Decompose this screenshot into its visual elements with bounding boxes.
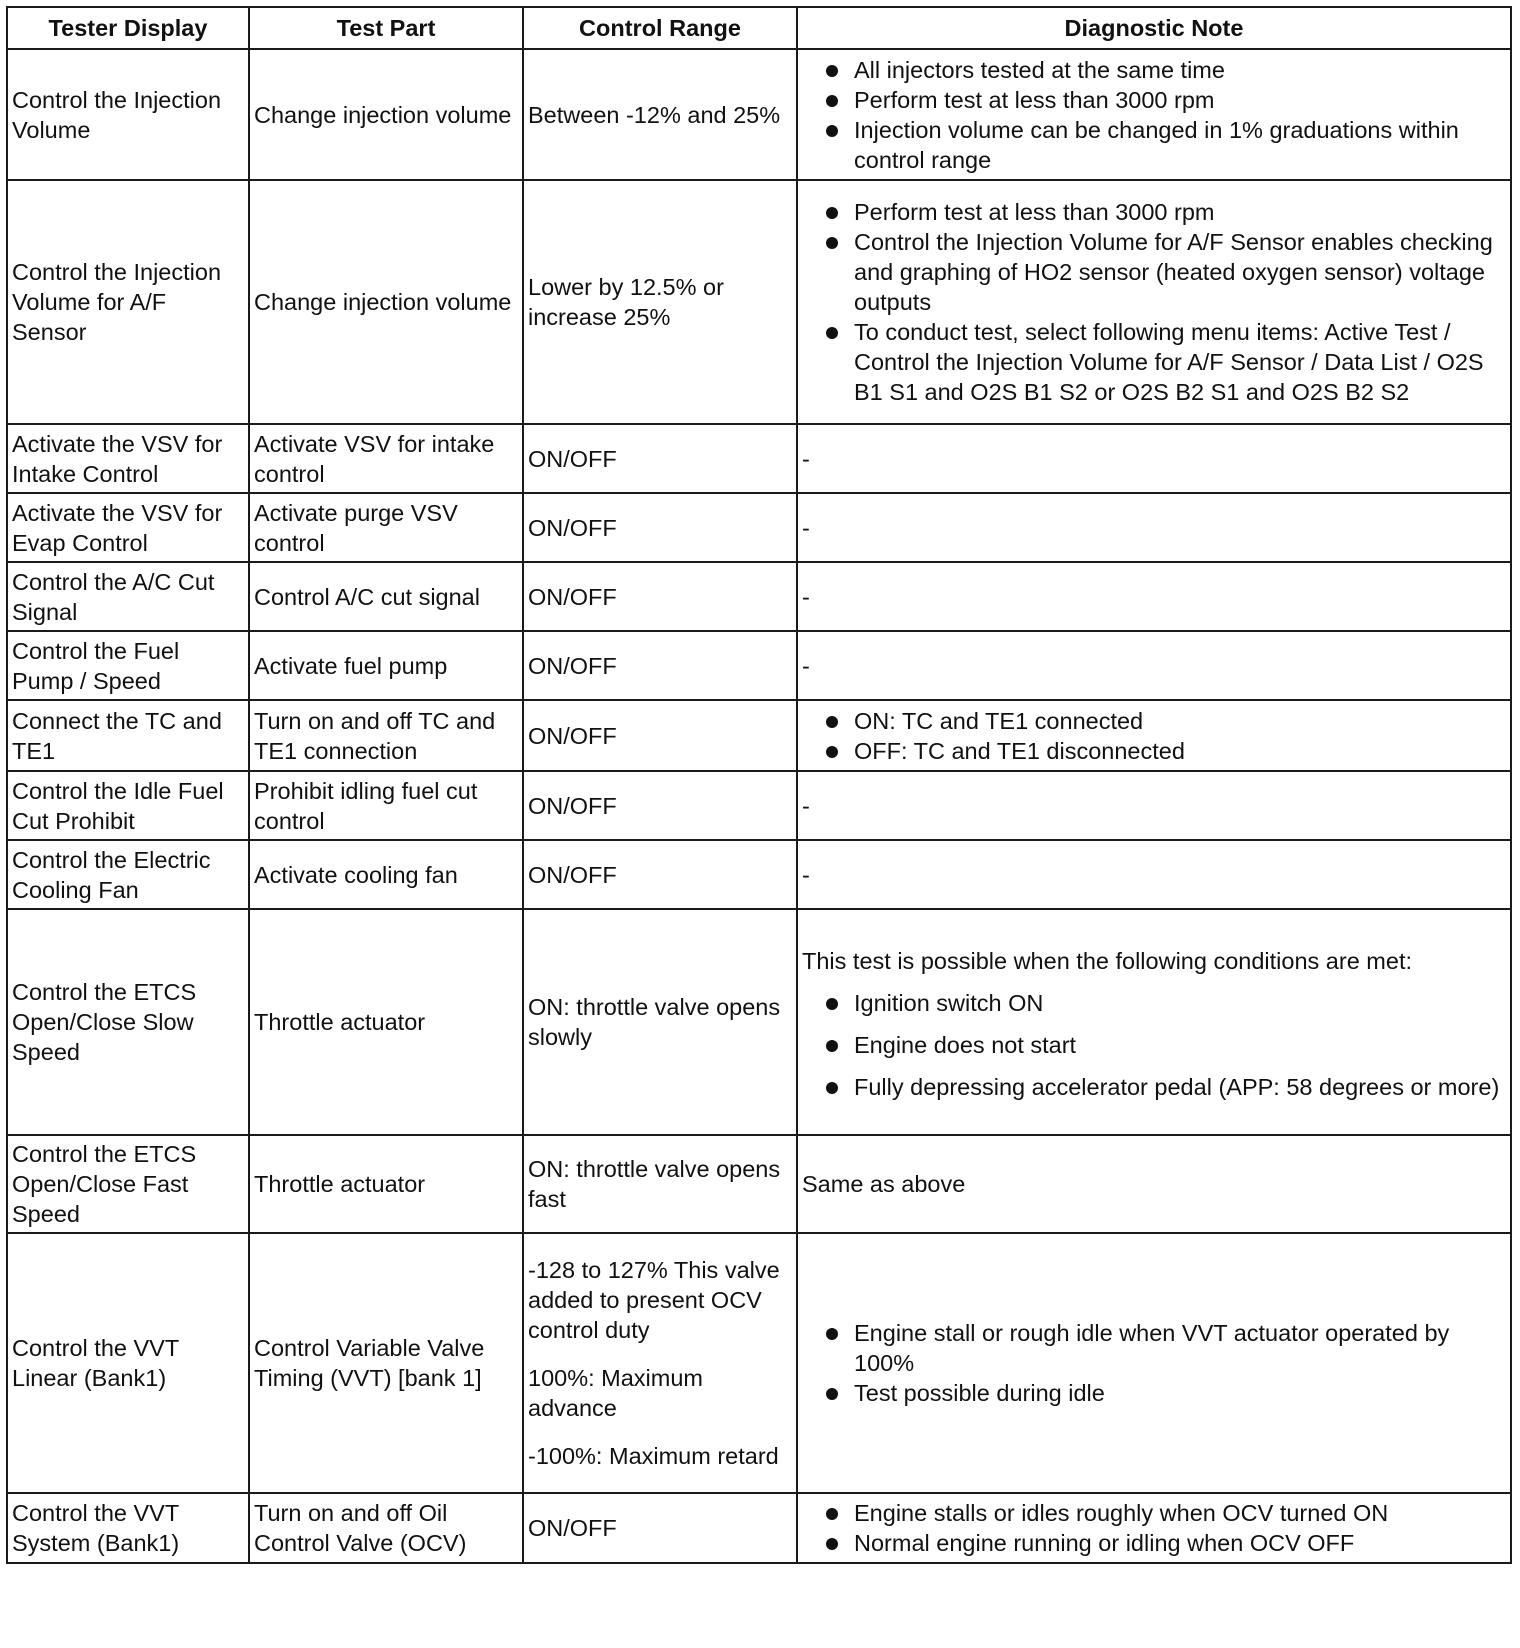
control-range-cell [523, 1233, 797, 1493]
header-row [7, 7, 1511, 49]
bullet-icon [826, 237, 838, 249]
list-item: Normal engine running or idling when OCV OFF [802, 1528, 1506, 1558]
table-row [7, 1135, 1511, 1233]
control-range-cell: ON/OFF [523, 771, 797, 840]
diagnostic-note-cell [797, 180, 1511, 424]
table-row [7, 180, 1511, 424]
table-row [7, 1493, 1511, 1563]
control-range-cell: ON/OFF [523, 562, 797, 631]
list-item: Perform test at less than 3000 rpm [802, 197, 1506, 227]
control-range-cell: ON/OFF [523, 840, 797, 909]
range-paragraph: -128 to 127% This valve added to present OCV control duty [528, 1257, 780, 1343]
test-part-cell: Activate fuel pump [249, 631, 523, 700]
active-test-table [6, 6, 1512, 1564]
list-item: Engine stall or rough idle when VVT actuator operated by 100% [802, 1318, 1506, 1378]
bullet-icon [826, 65, 838, 77]
bullet-icon [826, 998, 838, 1010]
table-row [7, 700, 1511, 771]
tester-display-cell: Connect the TC and TE1 [7, 700, 249, 771]
test-part-cell: Turn on and off Oil Control Valve (OCV) [249, 1493, 523, 1563]
control-range-cell: ON/OFF [523, 493, 797, 562]
list-item: Perform test at less than 3000 rpm [802, 85, 1506, 115]
tester-display-cell: Control the VVT Linear (Bank1) [7, 1233, 249, 1493]
diagnostic-note-cell [797, 49, 1511, 180]
control-range-cell: ON/OFF [523, 1493, 797, 1563]
note-list [802, 706, 1506, 766]
table-row [7, 771, 1511, 840]
note-list [802, 1498, 1506, 1558]
test-part-cell: Throttle actuator [249, 909, 523, 1135]
tester-display-cell: Control the VVT System (Bank1) [7, 1493, 249, 1563]
list-item: OFF: TC and TE1 disconnected [802, 736, 1506, 766]
list-item: Engine stalls or idles roughly when OCV turned ON [802, 1498, 1506, 1528]
note-list [802, 55, 1506, 175]
list-item: Test possible during idle [802, 1378, 1506, 1408]
test-part-cell: Activate VSV for intake control [249, 424, 523, 493]
tester-display-cell: Control the A/C Cut Signal [7, 562, 249, 631]
diagnostic-note-cell: Same as above [797, 1135, 1511, 1233]
range-paragraph: 100%: Maximum advance [528, 1365, 703, 1421]
bullet-icon [826, 207, 838, 219]
list-item: ON: TC and TE1 connected [802, 706, 1506, 736]
test-part-cell: Change injection volume [249, 49, 523, 180]
bullet-icon [826, 1040, 838, 1052]
list-item: Injection volume can be changed in 1% graduations within control range [802, 115, 1506, 175]
diagnostic-note-cell: - [797, 631, 1511, 700]
table-row [7, 840, 1511, 909]
note-lead-text: This test is possible when the following conditions are met: [802, 948, 1413, 974]
list-item: Fully depressing accelerator pedal (APP: 58 degrees or more) [802, 1072, 1506, 1102]
tester-display-cell: Activate the VSV for Intake Control [7, 424, 249, 493]
diagnostic-note-cell [797, 700, 1511, 771]
test-part-cell: Activate purge VSV control [249, 493, 523, 562]
diagnostic-note-cell: - [797, 771, 1511, 840]
bullet-icon [826, 1538, 838, 1550]
header-control-range: Control Range [523, 7, 797, 49]
bullet-icon [826, 1082, 838, 1094]
table-row [7, 424, 1511, 493]
tester-display-cell: Control the Electric Cooling Fan [7, 840, 249, 909]
control-range-cell: ON/OFF [523, 424, 797, 493]
control-range-cell: ON: throttle valve opens slowly [523, 909, 797, 1135]
table-row [7, 49, 1511, 180]
tester-display-cell: Control the ETCS Open/Close Slow Speed [7, 909, 249, 1135]
tester-display-cell: Control the Idle Fuel Cut Prohibit [7, 771, 249, 840]
tester-display-cell: Control the Fuel Pump / Speed [7, 631, 249, 700]
test-part-cell: Control A/C cut signal [249, 562, 523, 631]
list-item: All injectors tested at the same time [802, 55, 1506, 85]
control-range-cell: ON/OFF [523, 700, 797, 771]
bullet-icon [826, 746, 838, 758]
bullet-icon [826, 327, 838, 339]
test-part-cell: Activate cooling fan [249, 840, 523, 909]
test-part-cell: Turn on and off TC and TE1 connection [249, 700, 523, 771]
note-list [802, 988, 1506, 1102]
header-test-part: Test Part [249, 7, 523, 49]
diagnostic-note-cell [797, 909, 1511, 1135]
test-part-cell: Change injection volume [249, 180, 523, 424]
list-item: Control the Injection Volume for A/F Sensor enables checking and graphing of HO2 sensor (heated oxygen sensor) voltage outputs [802, 227, 1506, 317]
bullet-icon [826, 1508, 838, 1520]
bullet-icon [826, 716, 838, 728]
list-item: Ignition switch ON [802, 988, 1506, 1018]
header-tester-display: Tester Display [7, 7, 249, 49]
note-list [802, 1318, 1506, 1408]
bullet-icon [826, 1388, 838, 1400]
diagnostic-note-cell: - [797, 562, 1511, 631]
diagnostic-note-cell [797, 1493, 1511, 1563]
tester-display-cell: Activate the VSV for Evap Control [7, 493, 249, 562]
control-range-cell: Between -12% and 25% [523, 49, 797, 180]
table-row [7, 1233, 1511, 1493]
table-row [7, 631, 1511, 700]
header-diagnostic-note: Diagnostic Note [797, 7, 1511, 49]
test-part-cell: Prohibit idling fuel cut control [249, 771, 523, 840]
tester-display-cell: Control the Injection Volume for A/F Sensor [7, 180, 249, 424]
range-paragraph: -100%: Maximum retard [528, 1443, 779, 1469]
diagnostic-note-cell: - [797, 493, 1511, 562]
control-range-cell: ON/OFF [523, 631, 797, 700]
tester-display-cell: Control the ETCS Open/Close Fast Speed [7, 1135, 249, 1233]
table-row [7, 909, 1511, 1135]
tester-display-cell: Control the Injection Volume [7, 49, 249, 180]
test-part-cell: Control Variable Valve Timing (VVT) [bank 1] [249, 1233, 523, 1493]
bullet-icon [826, 95, 838, 107]
diagnostic-note-cell: - [797, 840, 1511, 909]
control-range-cell: Lower by 12.5% or increase 25% [523, 180, 797, 424]
list-item: To conduct test, select following menu items: Active Test / Control the Injection Volume for A/F Sensor / Data List / O2S B1 S1 and O2S B1 S2 or O2S B2 S1 and O2S B2 S2 [802, 317, 1506, 407]
bullet-icon [826, 1328, 838, 1340]
diagnostic-note-cell: - [797, 424, 1511, 493]
control-range-cell: ON: throttle valve opens fast [523, 1135, 797, 1233]
bullet-icon [826, 125, 838, 137]
test-part-cell: Throttle actuator [249, 1135, 523, 1233]
table-row [7, 493, 1511, 562]
list-item: Engine does not start [802, 1030, 1506, 1060]
note-list [802, 197, 1506, 407]
diagnostic-note-cell [797, 1233, 1511, 1493]
table-row [7, 562, 1511, 631]
